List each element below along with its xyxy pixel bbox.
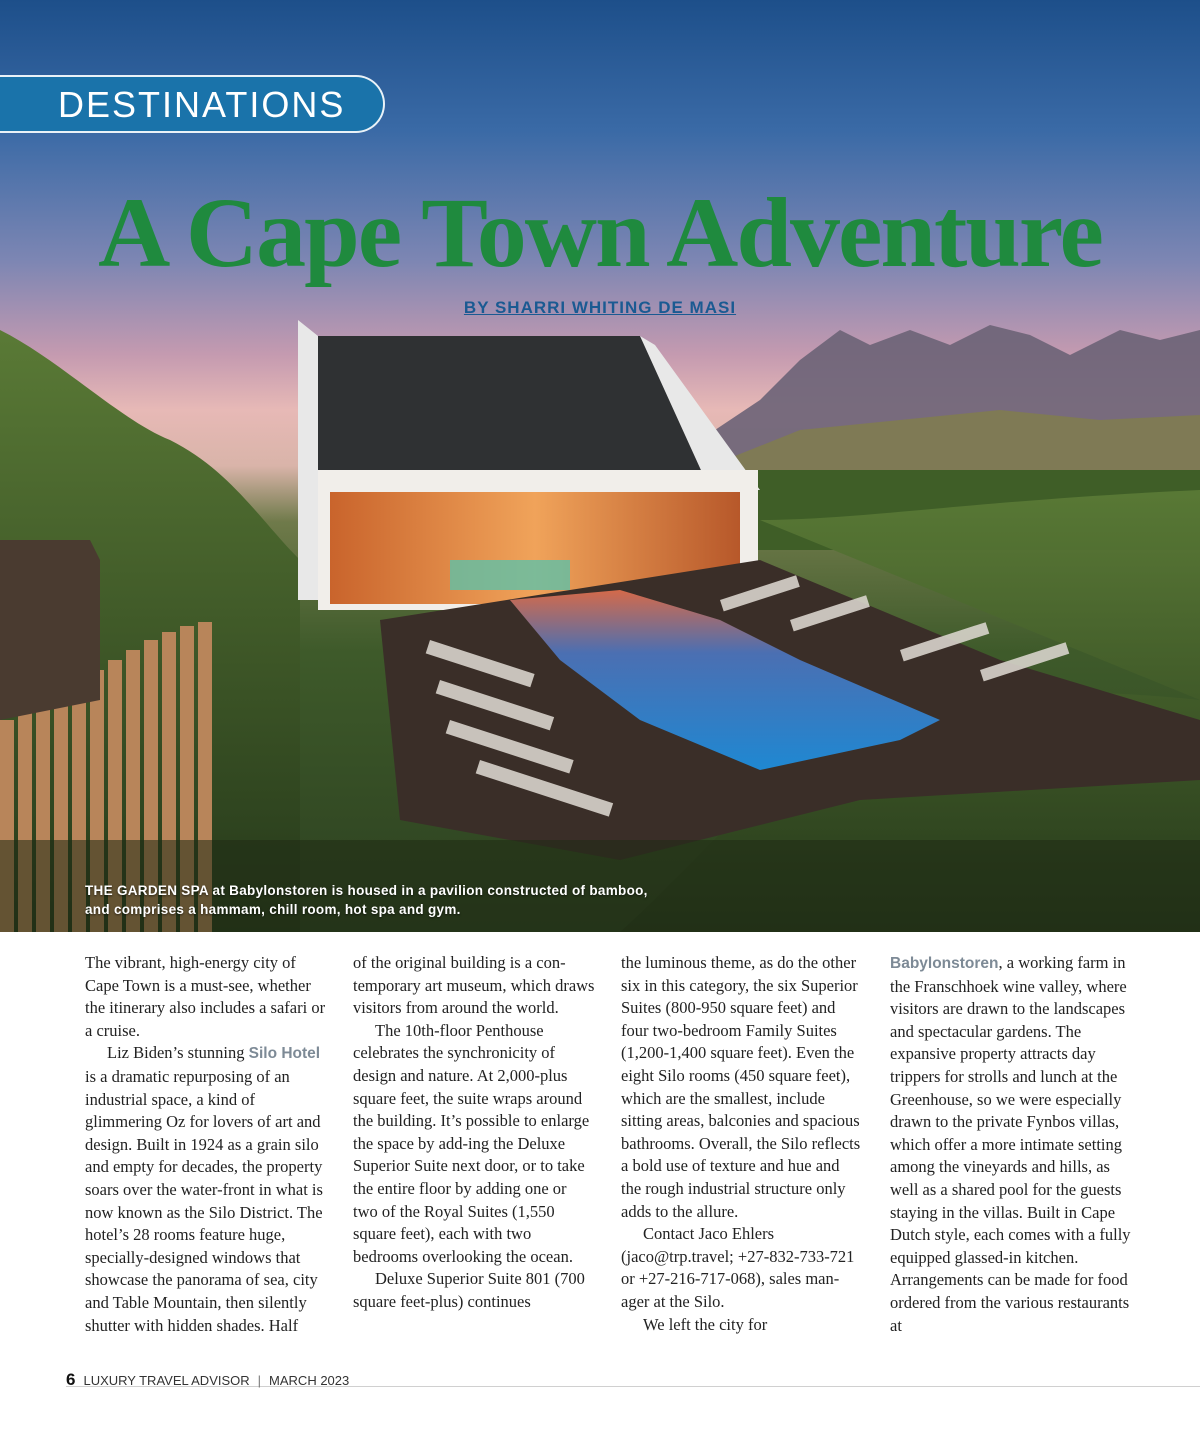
- body-column-1: [85, 952, 327, 1337]
- footer-separator: |: [257, 1372, 262, 1388]
- body-column-4: [890, 952, 1132, 1337]
- page-number: 6: [66, 1370, 76, 1389]
- text-run: Liz Biden’s stunning: [107, 1043, 249, 1063]
- page-footer: [66, 1370, 349, 1390]
- paragraph: of the original building is a con-temporary art museum, which draws visitors from around the world.: [353, 953, 595, 1018]
- paragraph: [890, 952, 1132, 1337]
- issue-date: MARCH 2023: [269, 1372, 350, 1388]
- paragraph: Deluxe Superior Suite 801 (700 square feet-plus) continues: [353, 1269, 585, 1311]
- paragraph: We left the city for: [643, 1314, 768, 1334]
- body-column-3: [621, 952, 863, 1336]
- paragraph: [85, 1042, 327, 1337]
- caption-line-2: and comprises a hammam, chill room, hot spa and gym.: [85, 902, 461, 917]
- text-run: , a working farm in the Franschhoek wine valley, where visitors are drawn to the landscapes and spectacular gardens. The expansive property attracts day trippers for strolls and lunch at the Greenhouse, so we were especially drawn to the private Fynbos villas, which offer a more intimate setting among the vineyards and hills, as well as a shared pool for the guests staying in the villas. Built in Cape Dutch style, each comes with a fully equipped glassed-in kitchen. Arrangements can be made for food ordered from the various restaurants at: [890, 953, 1131, 1335]
- paragraph: Contact Jaco Ehlers (jaco@trp.travel; +27-832-733-721 or +27-216-717-068), sales man-ager at the Silo.: [621, 1224, 855, 1311]
- caption-line-1: THE GARDEN SPA at Babylonstoren is housed in a pavilion constructed of bamboo,: [85, 883, 648, 898]
- photo-caption: [85, 881, 725, 919]
- body-column-2: [353, 952, 595, 1314]
- byline: BY SHARRI WHITING DE MASI: [463, 298, 737, 317]
- text-run: is a dramatic repurposing of an industrial space, a kind of glimmering Oz for lovers of art and design. Built in 1924 as a grain silo and empty for decades, the property soars over the water-front in what is now known as the Silo District. The hotel’s 28 rooms feature huge, specially-designed windows that showcase the panorama of sea, city and Table Mountain, then silently shutter with hidden shades. Half: [85, 1066, 323, 1335]
- paragraph: The vibrant, high-energy city of Cape Town is a must-see, whether the itinerary also includes a safari or a cruise.: [85, 953, 326, 1040]
- article-headline: A Cape Town Adventure: [98, 177, 1102, 288]
- publication-name: LUXURY TRAVEL ADVISOR: [83, 1372, 250, 1388]
- silo-hotel-link[interactable]: Silo Hotel: [248, 1045, 321, 1063]
- paragraph: The 10th-floor Penthouse celebrates the synchronicity of design and nature. At 2,000-plus square feet, the suite wraps around the building. It’s possible to enlarge the space by add-ing the Deluxe Superior Suite next door, or to take the entire floor by adding one or two of the Royal Suites (1,550 square feet), each with two bedrooms overlooking the ocean.: [353, 1020, 590, 1266]
- section-tab: DESTINATIONS: [0, 75, 385, 133]
- paragraph: the luminous theme, as do the other six in this category, the six Superior Suites (800-950 square feet) and four two-bedroom Family Suites (1,200-1,400 square feet). Even the eight Silo rooms (450 square feet), which are the smallest, include sitting areas, balconies and spacious bathrooms. Overall, the Silo reflects a bold use of texture and hue and the rough industrial structure only adds to the allure.: [621, 953, 861, 1221]
- babylonstoren-link[interactable]: Babylonstoren: [890, 955, 999, 972]
